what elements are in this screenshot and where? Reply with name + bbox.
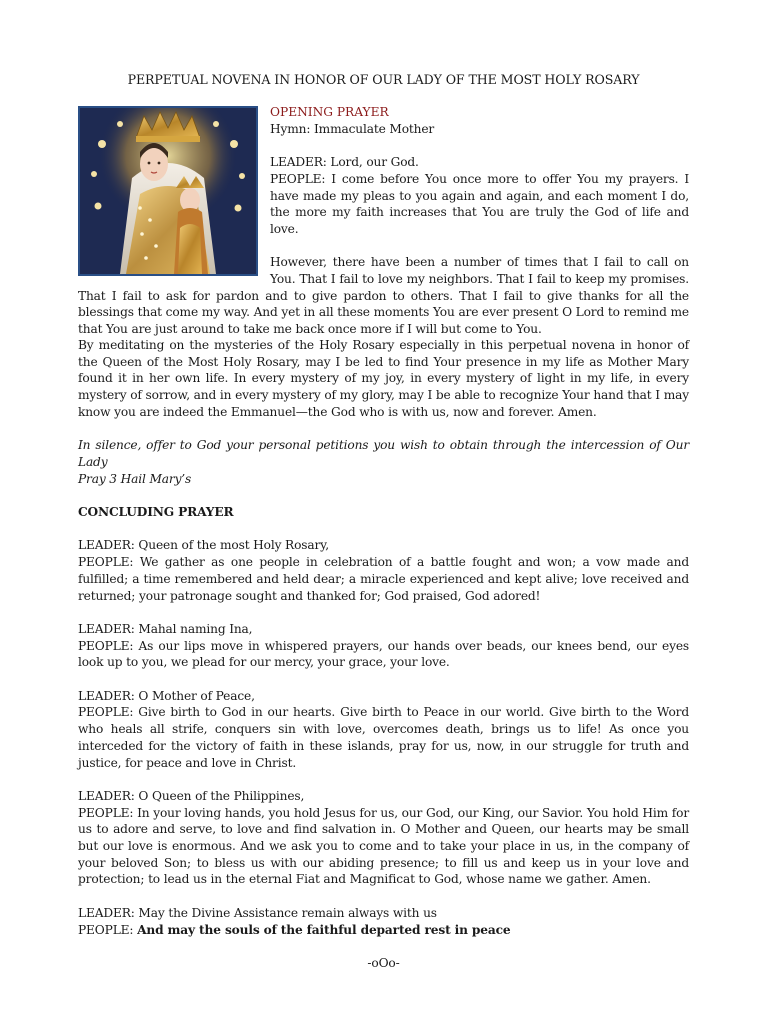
leader-line: LEADER: Mahal naming Ina, bbox=[78, 621, 253, 636]
hymn-title: Hymn: Immaculate Mother bbox=[270, 121, 435, 136]
our-lady-illustration bbox=[80, 108, 256, 274]
final-leader-line: LEADER: May the Divine Assistance remain always with us bbox=[78, 905, 437, 920]
leader-line: LEADER: O Mother of Peace, bbox=[78, 688, 255, 703]
our-lady-image bbox=[78, 106, 258, 276]
silence-instruction: In silence, offer to God your personal petitions you wish to obtain through the intercession of Our Lady bbox=[78, 438, 689, 469]
people-response: PEOPLE: As our lips move in whispered prayers, our hands over beads, our knees bend, our eyes look up to you, we plead for our mercy, your grace, your love. bbox=[78, 638, 689, 670]
final-people-label: PEOPLE: bbox=[78, 922, 138, 937]
opening-paragraph-2: However, there have been a number of times that I fail to call on You. That I fail to love my neighbors. That I fail to keep my promises. That I fail to ask for pardon and to give pardon to others. That I fail to give thanks for all the blessings that come my way. And yet in all these moments You are ever present O Lord to remind me that You are just around to take me back once more if I will but come to You. bbox=[78, 255, 689, 337]
meditation-paragraph: By meditating on the mysteries of the Holy Rosary especially in this perpetual novena in honor of the Queen of the Most Holy Rosary, may I be led to find Your presence in my life as Mother Mary found it in her own life. In every mystery of my joy, in every mystery of light in my life, in every mystery of sorrow, and in every mystery of my glory, may I be able to recognize Your hand that I may know you are indeed the Emmanuel—the God who is with us, now and forever. Amen. bbox=[78, 338, 689, 419]
opening-leader-line: LEADER: Lord, our God. bbox=[270, 155, 419, 170]
opening-prayer-heading: OPENING PRAYER bbox=[270, 105, 389, 119]
people-response: PEOPLE: Give birth to God in our hearts. Give birth to Peace in our world. Give birth to the Word who heals all strife, conquers sin with love, overcomes death, brings us to life! As once you interceded for the victory of faith in these islands, pray for us, now, in our struggle for truth and justice, for peace and love in Christ. bbox=[78, 705, 689, 770]
opening-people-line: PEOPLE: I come before You once more to offer You my prayers. I have made my pleas to you again and again, and each moment I do, the more my faith increases that You are truly the God of life and love. bbox=[270, 171, 689, 236]
final-people-response: And may the souls of the faithful departed rest in peace bbox=[137, 922, 511, 937]
main-body bbox=[78, 337, 689, 972]
opening-section bbox=[78, 104, 689, 338]
end-mark: -oOo- bbox=[367, 955, 400, 970]
hail-mary-instruction: Pray 3 Hail Mary’s bbox=[78, 471, 192, 486]
final-people-line bbox=[78, 922, 689, 939]
leader-line: LEADER: Queen of the most Holy Rosary, bbox=[78, 538, 330, 553]
people-response: PEOPLE: We gather as one people in celebration of a battle fought and won; a vow made and fulfilled; a time remembered and held dear; a miracle experienced and kept alive; love received and returned; your patronage sought and thanked for; God praised, God adored! bbox=[78, 555, 689, 603]
concluding-prayer-heading: CONCLUDING PRAYER bbox=[78, 505, 234, 519]
people-response: PEOPLE: In your loving hands, you hold Jesus for us, our God, our King, our Savior. You hold Him for us to adore and serve, to love and find salvation in. O Mother and Queen, our hearts may be small but our love is enormous. And we ask you to come and to take your place in us, in the company of your beloved Son; to bless us with our abiding presence; to fill us and keep us in your love and protection; to lead us in the eternal Fiat and Magnificat to God, whose name we gather. Amen. bbox=[78, 805, 689, 887]
document-title: PERPETUAL NOVENA IN HONOR OF OUR LADY OF THE MOST HOLY ROSARY bbox=[127, 72, 640, 87]
leader-line: LEADER: O Queen of the Philippines, bbox=[78, 788, 305, 803]
